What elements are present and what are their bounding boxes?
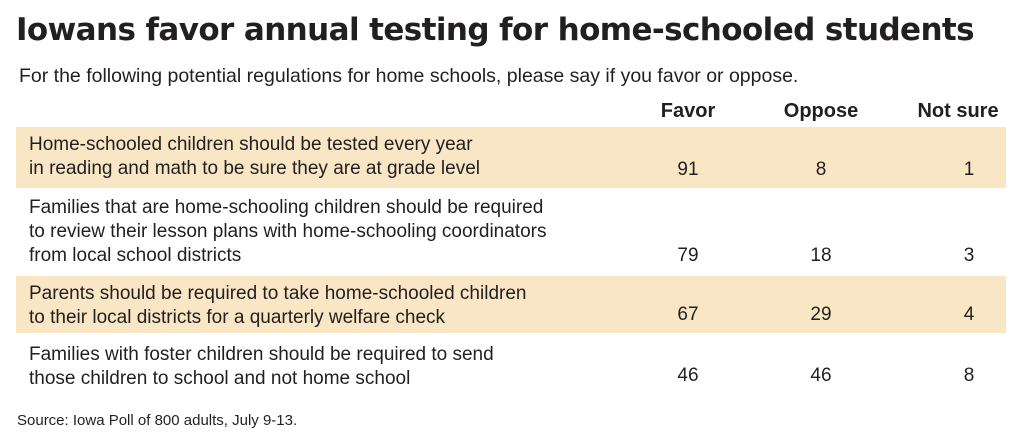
cell-oppose: 29 (810, 304, 832, 325)
cell-favor: 67 (677, 304, 699, 325)
cell-oppose: 8 (815, 159, 827, 180)
table-row (16, 337, 1006, 394)
cell-not-sure: 4 (963, 304, 975, 325)
cell-favor: 91 (677, 159, 699, 180)
row-question: Parents should be required to take home-schooled children to their local districts for a quarterly welfare check (29, 283, 527, 328)
cell-not-sure: 3 (963, 245, 975, 266)
cell-favor: 79 (677, 245, 699, 266)
cell-not-sure: 1 (963, 159, 975, 180)
cell-oppose: 18 (810, 245, 832, 266)
table-row (16, 276, 1006, 333)
source-note: Source: Iowa Poll of 800 adults, July 9-13. (17, 412, 298, 429)
table-row (16, 127, 1006, 188)
table-row (16, 190, 1006, 274)
cell-oppose: 46 (810, 365, 832, 386)
row-question: Families that are home-schooling children should be required to review their lesson plans with home-schooling coordinators from local school districts (29, 197, 547, 266)
column-header-not-sure: Not sure (917, 100, 999, 122)
column-header-oppose: Oppose (783, 100, 859, 122)
row-question: Home-schooled children should be tested every year in reading and math to be sure they are at grade level (29, 134, 481, 179)
row-question: Families with foster children should be required to send those children to school and not home school (29, 344, 494, 389)
cell-not-sure: 8 (963, 365, 975, 386)
chart-title: Iowans favor annual testing for home-schooled students (16, 12, 974, 48)
column-header-favor: Favor (660, 100, 716, 122)
chart-subtitle: For the following potential regulations for home schools, please say if you favor or oppose. (19, 65, 799, 87)
cell-favor: 46 (677, 365, 699, 386)
